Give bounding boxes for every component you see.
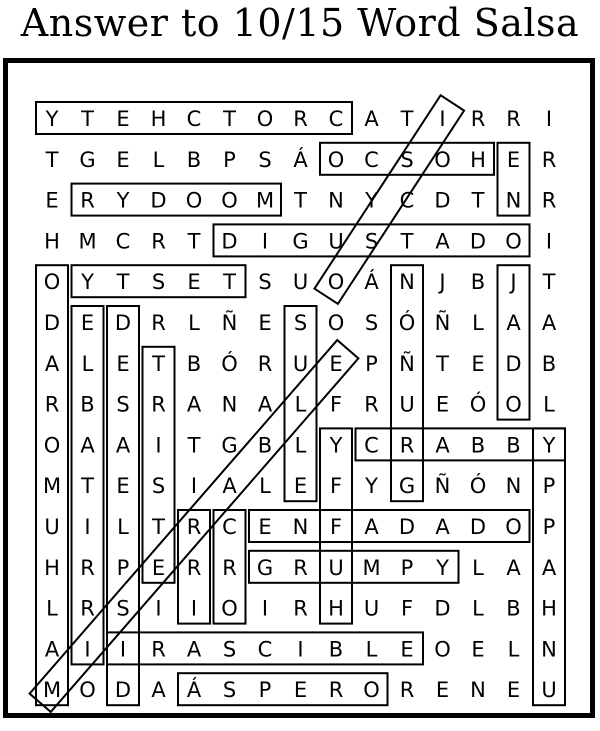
grid-letter: M bbox=[362, 555, 381, 580]
grid-letter: F bbox=[400, 596, 414, 621]
grid-letter: G bbox=[221, 433, 238, 458]
grid-letter: A bbox=[541, 555, 557, 580]
grid-letter: T bbox=[294, 188, 307, 213]
grid-letter: C bbox=[222, 515, 237, 539]
grid-letter: T bbox=[81, 107, 94, 131]
grid-letter: E bbox=[45, 188, 59, 213]
grid-letter: S bbox=[116, 392, 130, 417]
grid-letter: Y bbox=[365, 474, 378, 499]
grid-letter: Y bbox=[116, 188, 130, 213]
grid-letter: I bbox=[155, 433, 162, 458]
grid-letter: R bbox=[364, 392, 379, 417]
answer-outline bbox=[72, 184, 282, 216]
grid-letter: Ó bbox=[398, 311, 416, 335]
grid-letter: R bbox=[257, 351, 273, 376]
grid-letter: T bbox=[223, 270, 236, 295]
grid-letter: T bbox=[187, 229, 201, 254]
grid-letter: B bbox=[328, 637, 344, 662]
grid-letter: A bbox=[364, 107, 379, 131]
grid-letter: Y bbox=[81, 270, 94, 295]
grid-letter: E bbox=[116, 147, 130, 172]
grid-letter: A bbox=[186, 637, 202, 662]
grid-letter: D bbox=[114, 311, 132, 335]
grid-letter: O bbox=[505, 515, 522, 539]
grid-letter: Ó bbox=[469, 392, 487, 417]
grid-letter: R bbox=[399, 678, 415, 703]
grid-letter: O bbox=[434, 637, 451, 662]
grid-letter: I bbox=[261, 596, 269, 621]
grid-letter: Ñ bbox=[434, 474, 451, 499]
grid-letter: S bbox=[151, 270, 166, 295]
grid-letter: R bbox=[399, 433, 415, 458]
grid-letter: S bbox=[116, 596, 130, 621]
grid-letter: A bbox=[186, 392, 202, 417]
grid-letter: L bbox=[188, 311, 200, 335]
answer-outline bbox=[178, 673, 388, 705]
grid-letter: G bbox=[398, 474, 416, 499]
grid-letter: A bbox=[435, 433, 450, 458]
grid-letter: L bbox=[294, 433, 307, 458]
grid-letter: U bbox=[328, 229, 344, 254]
grid-letter: G bbox=[79, 147, 96, 172]
answer-outline bbox=[249, 551, 459, 583]
grid-letter: U bbox=[292, 270, 309, 295]
grid-letter: Ó bbox=[469, 474, 487, 499]
grid-letter: T bbox=[542, 270, 556, 295]
grid-letter: L bbox=[294, 392, 307, 417]
grid-letter: T bbox=[436, 351, 449, 376]
grid-letter: P bbox=[365, 351, 378, 376]
grid-letter: A bbox=[44, 351, 60, 376]
grid-letter: E bbox=[435, 392, 450, 417]
grid-letter: R bbox=[186, 515, 202, 539]
grid-letter: D bbox=[114, 678, 132, 703]
grid-letter: U bbox=[541, 678, 557, 703]
grid-letter: E bbox=[506, 678, 521, 703]
grid-letter: T bbox=[152, 515, 165, 539]
grid-letter: A bbox=[80, 433, 95, 458]
grid-letter: R bbox=[44, 392, 60, 417]
grid-letter: R bbox=[186, 555, 202, 580]
grid-letter: M bbox=[42, 678, 62, 703]
grid-letter: R bbox=[80, 555, 95, 580]
grid-letter: A bbox=[541, 311, 557, 335]
grid-letter: A bbox=[364, 515, 379, 539]
grid-letter: O bbox=[221, 596, 238, 621]
grid-letter: A bbox=[506, 555, 521, 580]
answer-outline bbox=[143, 347, 175, 583]
grid-letter: O bbox=[505, 229, 522, 254]
grid-letter: E bbox=[506, 147, 521, 172]
grid-letter: R bbox=[293, 107, 308, 131]
grid-letter: C bbox=[115, 229, 131, 254]
grid-letter: T bbox=[187, 433, 201, 458]
grid-letter: I bbox=[261, 229, 269, 254]
grid-letter: D bbox=[469, 229, 487, 254]
grid-letter: N bbox=[328, 188, 344, 213]
grid-letter: S bbox=[151, 474, 166, 499]
grid-letter: O bbox=[43, 270, 61, 295]
grid-letter: P bbox=[400, 555, 414, 580]
grid-letter: U bbox=[363, 596, 380, 621]
grid-letter: T bbox=[116, 270, 130, 295]
grid-letter: R bbox=[328, 678, 344, 703]
grid-letter: L bbox=[46, 596, 58, 621]
grid-letter: R bbox=[151, 637, 166, 662]
grid-letter: Y bbox=[329, 433, 343, 458]
grid-letter: E bbox=[258, 311, 272, 335]
grid-letter: R bbox=[541, 147, 557, 172]
grid-letter: Á bbox=[364, 270, 379, 295]
grid-letter: H bbox=[470, 147, 486, 172]
grid-letter: A bbox=[435, 515, 450, 539]
grid-letter: C bbox=[364, 147, 379, 172]
grid-letter: A bbox=[222, 474, 237, 499]
grid-letter: P bbox=[223, 147, 236, 172]
grid-letter: B bbox=[470, 433, 486, 458]
grid-letter: D bbox=[398, 515, 416, 539]
grid-letter: E bbox=[258, 515, 272, 539]
grid-letter: C bbox=[257, 637, 273, 662]
grid-letter: C bbox=[328, 107, 344, 131]
grid-letter: S bbox=[258, 147, 272, 172]
grid-letter: D bbox=[221, 229, 238, 254]
grid-letter: R bbox=[151, 311, 166, 335]
grid-letter: T bbox=[81, 474, 94, 499]
grid-letter: E bbox=[471, 637, 485, 662]
grid-letter: Y bbox=[45, 107, 59, 131]
grid-letter: J bbox=[510, 270, 517, 295]
grid-letter: S bbox=[222, 637, 237, 662]
answer-outline bbox=[391, 265, 423, 501]
grid-letter: A bbox=[257, 392, 273, 417]
grid-letter: R bbox=[541, 188, 557, 213]
grid-letter: O bbox=[79, 678, 96, 703]
grid-letter: L bbox=[472, 311, 484, 335]
grid-letter: L bbox=[259, 474, 271, 499]
grid-letter: Y bbox=[436, 555, 449, 580]
grid-letter: E bbox=[435, 678, 450, 703]
grid-letter: O bbox=[256, 107, 274, 131]
grid-letter: R bbox=[293, 596, 308, 621]
grid-letter: N bbox=[505, 188, 522, 213]
grid-letter: N bbox=[292, 515, 309, 539]
grid-letter: D bbox=[434, 188, 451, 213]
grid-letter: Y bbox=[542, 433, 556, 458]
grid-letter: E bbox=[400, 637, 414, 662]
grid-letter: U bbox=[44, 515, 60, 539]
grid-letter: I bbox=[119, 637, 127, 662]
grid-letter: B bbox=[186, 147, 202, 172]
grid-letter: U bbox=[292, 351, 309, 376]
grid-letter: E bbox=[116, 474, 130, 499]
grid-letter: N bbox=[221, 392, 238, 417]
grid-letter: S bbox=[364, 311, 379, 335]
grid-letter: T bbox=[400, 107, 414, 131]
grid-letter: I bbox=[190, 474, 198, 499]
grid-letter: D bbox=[150, 188, 167, 213]
grid-letter: C bbox=[364, 433, 379, 458]
grid-letter: S bbox=[364, 229, 379, 254]
grid-letter: N bbox=[399, 270, 415, 295]
grid-letter: D bbox=[469, 515, 487, 539]
grid-letter: I bbox=[297, 637, 304, 662]
grid-letter: A bbox=[44, 637, 60, 662]
grid-letter: I bbox=[545, 229, 553, 254]
grid-letter: P bbox=[116, 555, 130, 580]
grid-letter: R bbox=[151, 392, 166, 417]
grid-letter: E bbox=[293, 678, 308, 703]
grid-letter: H bbox=[44, 229, 60, 254]
grid-letter: N bbox=[470, 678, 486, 703]
grid-letter: S bbox=[258, 270, 272, 295]
grid-letter: A bbox=[506, 311, 521, 335]
grid-letter: P bbox=[542, 474, 556, 499]
grid-letter: L bbox=[543, 392, 555, 417]
grid-letter: I bbox=[439, 107, 446, 131]
grid-letter: O bbox=[363, 678, 380, 703]
grid-letter: E bbox=[80, 311, 95, 335]
grid-letter: C bbox=[186, 107, 202, 131]
grid-letter: B bbox=[186, 351, 202, 376]
grid-letter: R bbox=[293, 555, 308, 580]
grid-letter: L bbox=[507, 637, 520, 662]
grid-letter: O bbox=[505, 392, 522, 417]
grid-letter: B bbox=[80, 392, 95, 417]
answer-outline bbox=[249, 510, 530, 542]
grid-letter: E bbox=[151, 555, 166, 580]
grid-letter: B bbox=[257, 433, 273, 458]
grid-letter: M bbox=[78, 229, 97, 254]
grid-letter: H bbox=[328, 596, 344, 621]
grid-letter: Ñ bbox=[399, 351, 415, 376]
grid-letter: A bbox=[115, 433, 131, 458]
grid-letter: I bbox=[190, 596, 198, 621]
grid-letter: L bbox=[81, 351, 94, 376]
grid-letter: G bbox=[292, 229, 309, 254]
grid-letter: G bbox=[256, 555, 274, 580]
grid-letter: Y bbox=[365, 188, 378, 213]
grid-letter: R bbox=[470, 107, 486, 131]
grid-letter: O bbox=[221, 188, 238, 213]
grid-letter: E bbox=[116, 351, 130, 376]
grid-letter: N bbox=[505, 474, 522, 499]
grid-letter: J bbox=[439, 270, 446, 295]
grid-letter: D bbox=[43, 311, 61, 335]
grid-letter: U bbox=[328, 555, 344, 580]
grid-letter: L bbox=[152, 147, 165, 172]
grid-letter: F bbox=[329, 515, 343, 539]
grid-letter: I bbox=[84, 637, 91, 662]
page-title: Answer to 10/15 Word Salsa bbox=[20, 1, 580, 45]
grid-letter: D bbox=[505, 351, 522, 376]
grid-letter: Á bbox=[293, 147, 308, 172]
grid-letter: D bbox=[434, 596, 451, 621]
grid-letter: H bbox=[541, 596, 557, 621]
grid-letter: B bbox=[470, 270, 486, 295]
grid-letter: L bbox=[472, 555, 484, 580]
grid-letter: T bbox=[471, 188, 485, 213]
grid-letter: R bbox=[80, 188, 95, 213]
grid-letter: T bbox=[152, 351, 165, 376]
grid-letter: O bbox=[43, 433, 61, 458]
grid-letter: R bbox=[222, 555, 237, 580]
grid-letter: P bbox=[542, 515, 556, 539]
grid-letter: P bbox=[258, 678, 272, 703]
grid-letter: I bbox=[155, 596, 162, 621]
grid-letter: N bbox=[541, 637, 557, 662]
grid-letter: O bbox=[327, 311, 345, 335]
grid-letter: S bbox=[222, 678, 237, 703]
grid-letter: S bbox=[400, 147, 414, 172]
grid-letter: E bbox=[116, 107, 130, 131]
grid-letter: B bbox=[506, 433, 521, 458]
grid-letter: E bbox=[329, 351, 343, 376]
grid-letter: T bbox=[45, 147, 59, 172]
grid-letter: M bbox=[42, 474, 62, 499]
grid-letter: L bbox=[117, 515, 129, 539]
grid-letter: E bbox=[471, 351, 485, 376]
grid-letter: R bbox=[80, 596, 95, 621]
grid-letter: Ó bbox=[221, 351, 238, 376]
grid-letter: T bbox=[223, 107, 236, 131]
grid-letter: T bbox=[400, 229, 414, 254]
grid-letter: Ñ bbox=[434, 311, 451, 335]
grid-letter: H bbox=[44, 555, 60, 580]
grid-letter: A bbox=[151, 678, 166, 703]
grid-letter: E bbox=[187, 270, 201, 295]
grid-letter: O bbox=[434, 147, 451, 172]
grid-letter: I bbox=[545, 107, 553, 131]
grid-letter: Á bbox=[186, 678, 202, 703]
grid-letter: R bbox=[151, 229, 166, 254]
grid-letter: L bbox=[472, 596, 484, 621]
grid-letter: F bbox=[329, 392, 343, 417]
grid-letter: O bbox=[327, 270, 345, 295]
grid-letter: Ñ bbox=[221, 311, 238, 335]
grid-letter: I bbox=[84, 515, 91, 539]
grid-letter: R bbox=[506, 107, 521, 131]
grid-letter: B bbox=[506, 596, 521, 621]
grid-letter: F bbox=[329, 474, 343, 499]
grid-letter: H bbox=[150, 107, 167, 131]
grid-letter: L bbox=[365, 637, 378, 662]
grid-letter: S bbox=[293, 311, 308, 335]
grid-letter: O bbox=[185, 188, 203, 213]
grid-letter: O bbox=[327, 147, 345, 172]
grid-letter: A bbox=[435, 229, 450, 254]
grid-letter: C bbox=[399, 188, 415, 213]
grid-letter: M bbox=[255, 188, 275, 213]
grid-letter: B bbox=[541, 351, 557, 376]
grid-letter: E bbox=[293, 474, 308, 499]
grid-letter: U bbox=[399, 392, 415, 417]
